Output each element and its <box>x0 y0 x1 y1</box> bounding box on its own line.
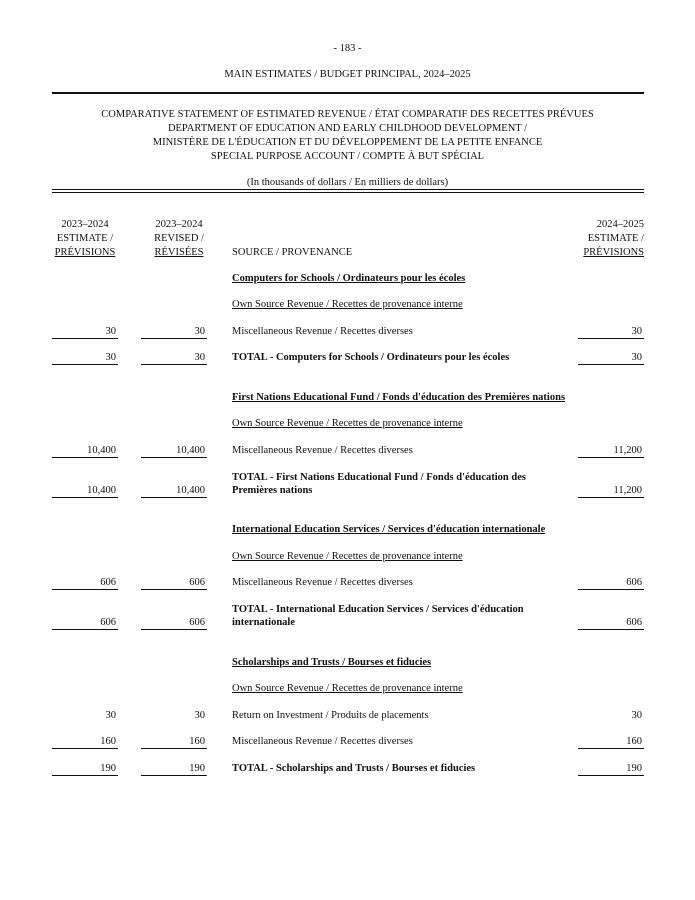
total-label: TOTAL - Computers for Schools / Ordinateurs pour les écoles <box>232 352 510 363</box>
total-rule <box>141 364 207 365</box>
total-label: TOTAL - First Nations Educational Fund / Fonds d'éducation des Premières nations <box>232 472 526 496</box>
subtotal-rule <box>52 457 118 458</box>
section-subheading: Own Source Revenue / Recettes de provenance interne <box>232 551 463 562</box>
table-rule-top <box>52 189 644 190</box>
total-rule <box>141 629 207 630</box>
subtotal-rule <box>578 457 644 458</box>
total-label: TOTAL - International Education Services / Services d'éducation internationale <box>232 604 524 628</box>
rev-2023-value: 30 <box>194 710 205 721</box>
est-2024-value: 160 <box>626 736 642 747</box>
est-2023-value: 160 <box>100 736 116 747</box>
col-header-revised-2023: 2023–2024 REVISED / RÉVISÉES <box>154 219 204 258</box>
total-est-2023: 30 <box>105 352 116 363</box>
subtotal-rule <box>141 748 207 749</box>
total-rule <box>52 629 118 630</box>
total-label: TOTAL - Scholarships and Trusts / Bourses et fiducies <box>232 763 476 774</box>
section-heading: Computers for Schools / Ordinateurs pour les écoles <box>232 273 466 284</box>
est-2023-value: 30 <box>105 710 116 721</box>
section-subheading: Own Source Revenue / Recettes de provenance interne <box>232 418 463 429</box>
title-line: DEPARTMENT OF EDUCATION AND EARLY CHILDHOOD DEVELOPMENT / <box>167 123 528 134</box>
subtotal-rule <box>52 338 118 339</box>
subtotal-rule <box>141 338 207 339</box>
col-header-estimate-2024: 2024–2025 ESTIMATE / PRÉVISIONS <box>583 219 644 258</box>
running-head: MAIN ESTIMATES / BUDGET PRINCIPAL, 2024–2025 <box>224 69 471 80</box>
section-heading: International Education Services / Services d'éducation internationale <box>232 524 546 535</box>
total-rule <box>141 775 207 776</box>
rev-2023-value: 160 <box>189 736 205 747</box>
total-rev-2023: 190 <box>189 763 205 774</box>
subtotal-rule <box>52 748 118 749</box>
page-number: - 183 - <box>333 43 362 54</box>
row-label: Return on Investment / Produits de placements <box>232 710 429 721</box>
est-2024-value: 30 <box>631 326 642 337</box>
est-2023-value: 10,400 <box>87 445 116 456</box>
row-label: Miscellaneous Revenue / Recettes diverses <box>232 445 413 456</box>
est-2024-value: 606 <box>626 577 642 588</box>
row-label: Miscellaneous Revenue / Recettes diverses <box>232 326 413 337</box>
total-rule <box>578 364 644 365</box>
total-est-2023: 606 <box>100 617 116 628</box>
section-subheading: Own Source Revenue / Recettes de provenance interne <box>232 683 463 694</box>
title-line: SPECIAL PURPOSE ACCOUNT / COMPTE À BUT SPÉCIAL <box>210 151 485 162</box>
statement-title <box>0 108 695 164</box>
section-heading: Scholarships and Trusts / Bourses et fiducies <box>232 657 432 668</box>
col-header-estimate-2023: 2023–2024 ESTIMATE / PRÉVISIONS <box>54 219 116 258</box>
total-rule <box>52 364 118 365</box>
table-rule-bottom <box>52 192 644 193</box>
rev-2023-value: 606 <box>189 577 205 588</box>
rev-2023-value: 30 <box>194 326 205 337</box>
total-rule <box>141 497 207 498</box>
total-est-2023: 190 <box>100 763 116 774</box>
est-2023-value: 606 <box>100 577 116 588</box>
est-2024-value: 30 <box>631 710 642 721</box>
row-label: Miscellaneous Revenue / Recettes diverses <box>232 736 413 747</box>
row-label: Miscellaneous Revenue / Recettes diverses <box>232 577 413 588</box>
total-rule <box>578 775 644 776</box>
total-est-2024: 190 <box>626 763 642 774</box>
total-rule <box>578 629 644 630</box>
total-rev-2023: 606 <box>189 617 205 628</box>
units-note: (In thousands of dollars / En milliers de dollars) <box>246 177 449 188</box>
title-line: MINISTÈRE DE L'ÉDUCATION ET DU DÉVELOPPEMENT DE LA PETITE ENFANCE <box>152 137 543 148</box>
subtotal-rule <box>578 338 644 339</box>
total-rev-2023: 10,400 <box>176 485 205 496</box>
section-subheading: Own Source Revenue / Recettes de provenance interne <box>232 299 463 310</box>
section-heading: First Nations Educational Fund / Fonds d'éducation des Premières nations <box>232 392 566 403</box>
subtotal-rule <box>141 589 207 590</box>
total-est-2024: 11,200 <box>613 485 642 496</box>
subtotal-rule <box>578 589 644 590</box>
total-est-2023: 10,400 <box>87 485 116 496</box>
subtotal-rule <box>578 748 644 749</box>
rev-2023-value: 10,400 <box>176 445 205 456</box>
header-rule <box>52 92 644 94</box>
total-rule <box>578 497 644 498</box>
col-header-source: SOURCE / PROVENANCE <box>232 247 353 258</box>
total-rule <box>52 497 118 498</box>
subtotal-rule <box>52 589 118 590</box>
total-est-2024: 30 <box>631 352 642 363</box>
total-rev-2023: 30 <box>194 352 205 363</box>
est-2024-value: 11,200 <box>613 445 642 456</box>
est-2023-value: 30 <box>105 326 116 337</box>
total-est-2024: 606 <box>626 617 642 628</box>
total-rule <box>52 775 118 776</box>
title-line: COMPARATIVE STATEMENT OF ESTIMATED REVENUE / ÉTAT COMPARATIF DES RECETTES PRÉVUES <box>101 109 594 120</box>
subtotal-rule <box>141 457 207 458</box>
